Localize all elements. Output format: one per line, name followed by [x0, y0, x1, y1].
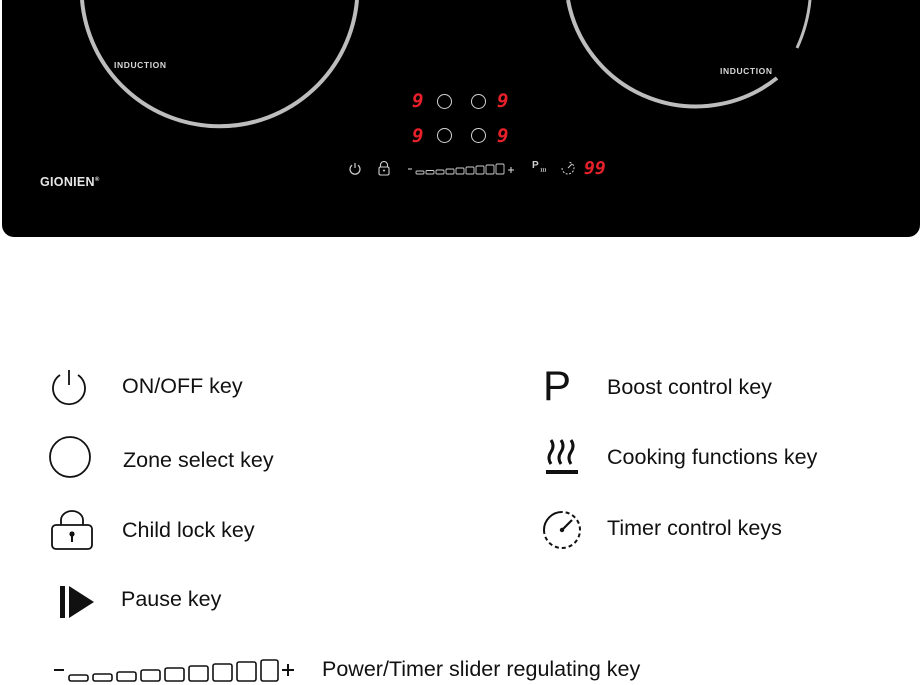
legend-label-cooking-functions: Cooking functions key	[607, 445, 818, 469]
zone-select-bottom-left[interactable]	[437, 128, 452, 143]
cooktop-panel	[2, 0, 920, 237]
panel-slider[interactable]	[407, 162, 517, 176]
panel-power-icon[interactable]	[348, 162, 362, 176]
lock-icon	[50, 508, 94, 552]
panel-timer-icon[interactable]	[560, 160, 576, 176]
legend-label-on-off: ON/OFF key	[122, 374, 243, 398]
cooking-zone-rings	[2, 0, 920, 237]
legend-label-child-lock: Child lock key	[122, 518, 255, 542]
power-icon	[48, 367, 90, 409]
timer-display: 99	[584, 158, 606, 179]
display-bottom-right: 9	[497, 125, 509, 147]
panel-boost-icon[interactable]	[532, 160, 539, 171]
legend-label-timer: Timer control keys	[607, 516, 782, 540]
panel-heat-icon	[539, 167, 547, 175]
zone-select-top-right[interactable]	[471, 94, 486, 109]
right-zone-ring-arc	[797, 0, 810, 48]
panel-lock-icon[interactable]	[377, 161, 391, 176]
legend-label-slider: Power/Timer slider regulating key	[322, 657, 641, 681]
panel-boost-glyph: P	[532, 160, 539, 171]
legend-label-boost: Boost control key	[607, 375, 772, 399]
slider-icon	[52, 656, 298, 684]
legend-label-pause: Pause key	[121, 587, 222, 611]
right-zone-ring	[568, 0, 777, 106]
zone-select-top-left[interactable]	[437, 94, 452, 109]
timer-icon	[540, 508, 584, 552]
left-zone-label: INDUCTION	[114, 60, 167, 70]
pause-icon	[58, 584, 96, 620]
legend-label-zone-select: Zone select key	[123, 448, 274, 472]
boost-icon: P	[543, 362, 572, 409]
right-zone-label: INDUCTION	[720, 66, 773, 76]
display-top-left: 9	[412, 90, 424, 112]
display-top-right: 9	[497, 90, 509, 112]
display-bottom-left: 9	[412, 125, 424, 147]
brand-mark: ®	[94, 176, 100, 183]
heat-waves-icon	[544, 436, 580, 478]
brand-logo	[40, 175, 100, 189]
brand-name: GIONIEN	[40, 175, 95, 189]
zone-select-bottom-right[interactable]	[471, 128, 486, 143]
zone-select-icon	[47, 434, 93, 480]
